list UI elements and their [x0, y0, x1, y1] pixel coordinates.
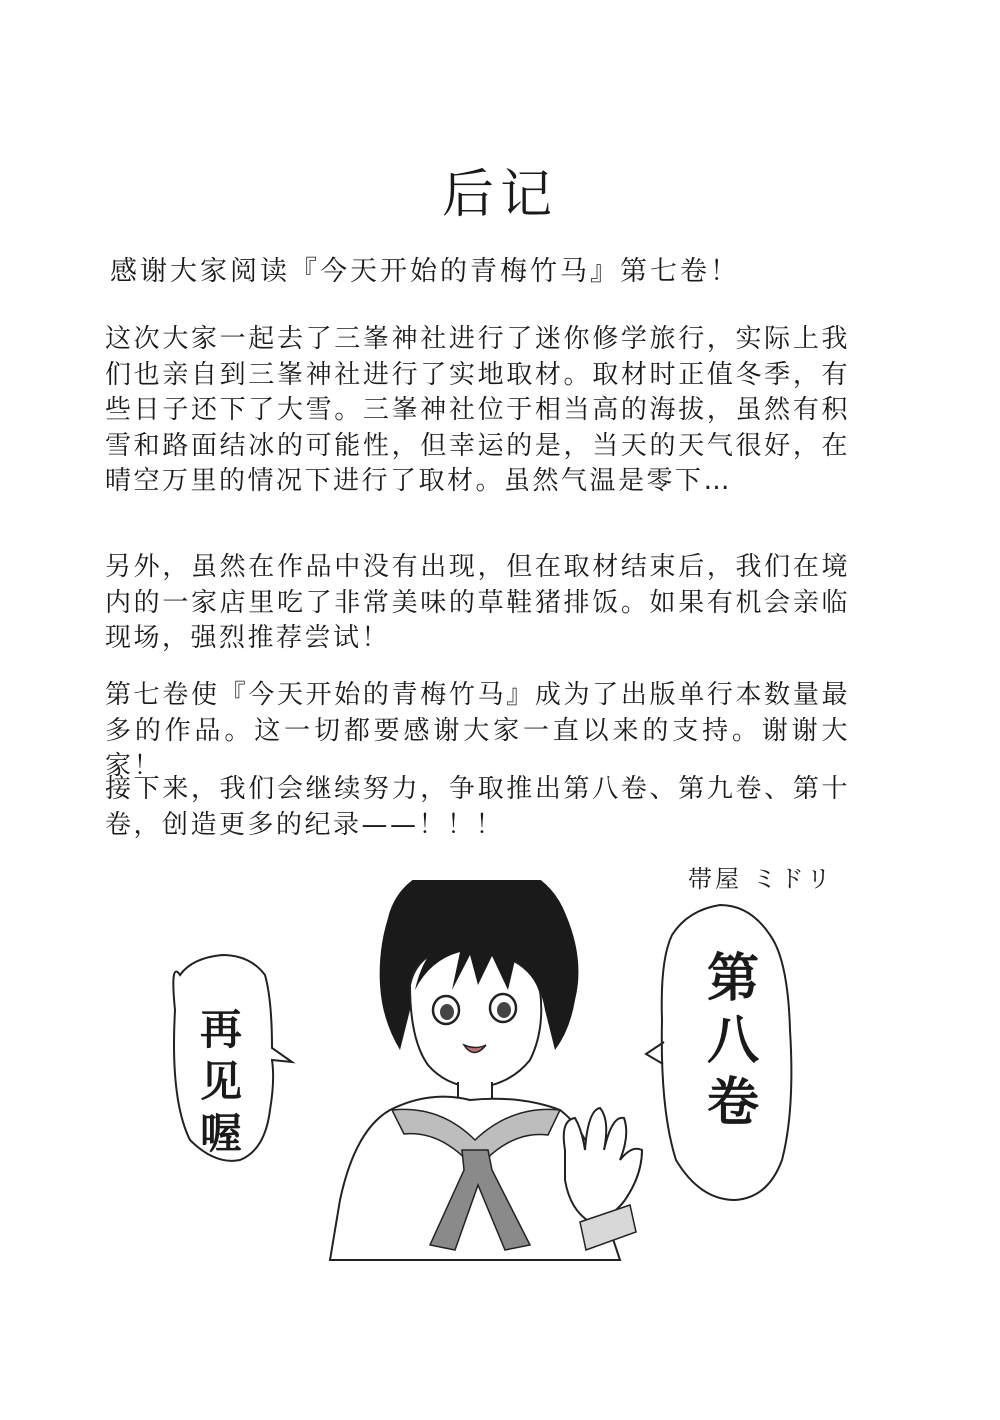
author-signature: 帯屋 ミドリ [688, 865, 834, 893]
paragraph-future: 接下来，我们会继续努力，争取推出第八卷、第九卷、第十卷，创造更多的纪录——！！！ [105, 774, 850, 840]
paragraph-record: 第七卷使『今天开始的青梅竹马』成为了出版单行本数量最多的作品。这一切都要感谢大家一直以来的支持。谢谢大家！ [105, 680, 850, 781]
neck [458, 1082, 492, 1100]
thanks-line: 感谢大家阅读『今天开始的青梅竹马』第七卷！ [110, 256, 740, 287]
paragraph-trip: 这次大家一起去了三峯神社进行了迷你修学旅行，实际上我们也亲自到三峯神社进行了实地取材。取材时正值冬季，有些日子还下了大雪。三峯神社位于相当高的海拔，虽然有积雪和路面结冰的可能性，但幸运的是，当天的天气很好，在晴空万里的情况下进行了取材。虽然气温是零下… [105, 324, 850, 496]
right-bubble-text: 第八卷 [706, 949, 759, 1133]
page-title: 后记 [441, 165, 558, 225]
character-illustration [0, 880, 1000, 1420]
left-bubble-text: 再见喔 [199, 1005, 242, 1158]
paragraph-food: 另外，虽然在作品中没有出现，但在取材结束后，我们在境内的一家店里吃了非常美味的草鞋猪排饭。如果有机会亲临现场，强烈推荐尝试！ [105, 552, 850, 653]
